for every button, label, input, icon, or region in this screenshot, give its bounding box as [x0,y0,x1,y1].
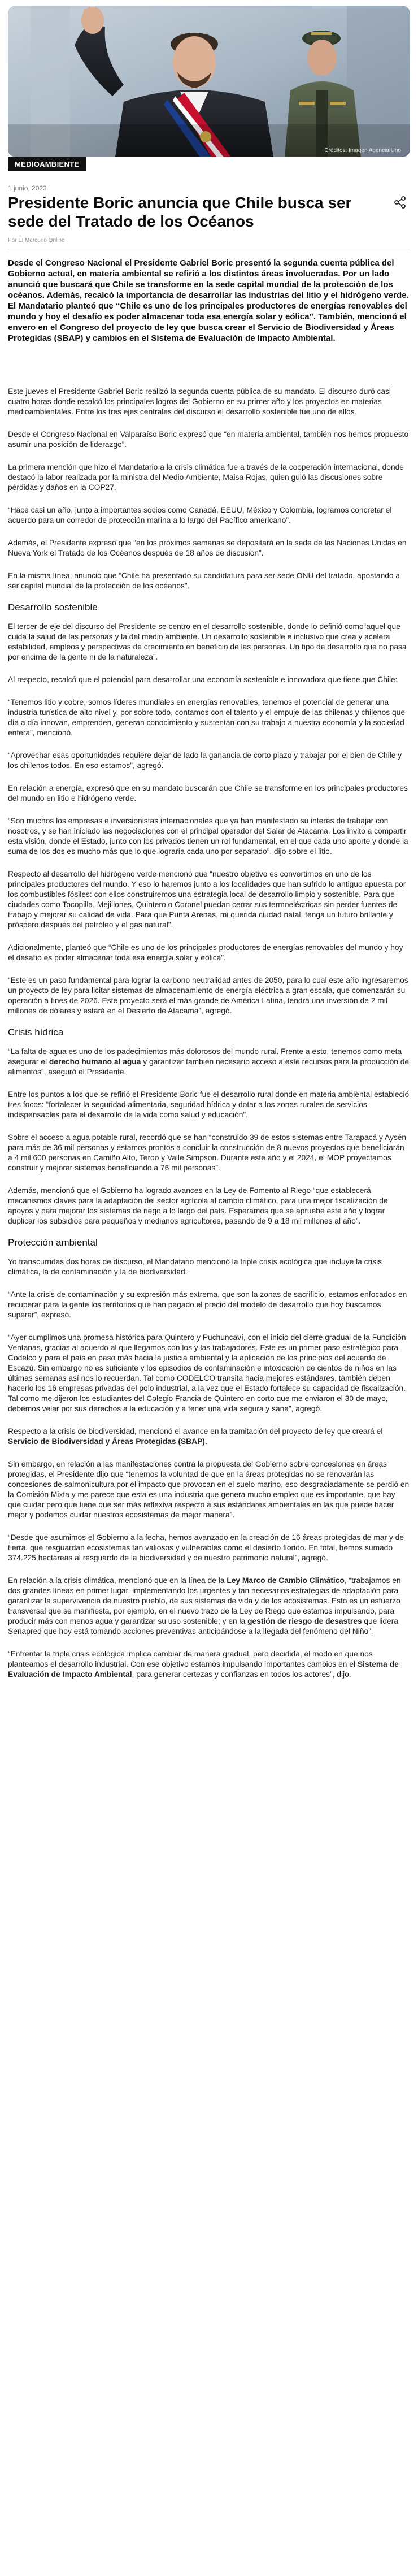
paragraph: “Hace casi un año, junto a importantes socios como Canadá, EEUU, México y Colombia, logramos concretar el acuerdo para un corredor de protección marina a lo largo del Pacífico americano”. [8,506,392,524]
paragraph: “Este es un paso fundamental para lograr la carbono neutralidad antes de 2050, para lo cual este año ingresaremos un proyecto de ley para licitar sistemas de almacenamiento de energía eléctrica a gran escala, que comenzarán su operación a fines de 2026. Este proyecto será el más grande de América Latina, tendrá una inversión de 2 mil millones de dólares y estará en el Desierto de Atacama”, agregó. [8,976,408,1015]
bold-phrase: Ley Marco de Cambio Climático [227,1576,345,1585]
article-lead: Desde el Congreso Nacional el Presidente Gabriel Boric presentó la segunda cuenta pública del Gobierno actual, en materia ambiental se refirió a los distintos áreas involucradas. Por un lado anunció que buscará que Chile se transforme en la sede capital mundial de la protección de los océanos. Además, recalcó la importancia de desarrollar las industrias del litio y el hidrógeno verde. El Mandatario planteó que “Chile es uno de los principales productores de energías renovables del mundo y hoy el desafío es poder almacenar toda esa energía solar y eólica”. También, mencionó el envero en el Congreso del proyecto de ley que busca crear el Servicio de Biodiversidad y Áreas Protegidas (SBAP) y cambios en el Sistema de Evaluación de Impacto Ambiental. [8,258,409,343]
paragraph: “Desde que asumimos el Gobierno a la fecha, hemos avanzado en la creación de 16 áreas protegidas de mar y de tierra, que resguardan ecosistemas tan valiosos y vulnerables como el desierto florido. En total, hemos sumado 374.225 hectáreas al resguardo de la biodiversidad y de nuestro patrimonio natural”, agregó. [8,1533,404,1562]
paragraph: Además, el Presidente expresó que “en los próximos semanas se depositará en la sede de las Naciones Unidas en Nueva York el Tratado de los Océanos después de 18 años de discusión”. [8,539,407,557]
hero-photo-illustration [8,6,410,157]
bold-phrase: Servicio de Biodiversidad y Áreas Protegidas (SBAP). [8,1437,207,1446]
paragraph: Entre los puntos a los que se refirió el Presidente Boric fue el desarrollo rural donde en materia ambiental estableció tres focos: “fortalecer la seguridad alimentaria, seguridad hídrica y dotar a los zonas rurales de servicios indispensables para el desarrollo de la vida como salud y educación”. [8,1090,410,1119]
publish-date: 1 junio, 2023 [8,184,47,192]
section-heading-proteccion: Protección ambiental [8,1237,98,1248]
paragraph: “Enfrentar la triple crisis ecológica implica cambiar de manera gradual, pero decidida, el modo en que nos planteamos el desarrollo industrial. Con ese objetivo estamos impulsando importantes cambios en el Sistema de Evaluación de Impacto Ambiental, para generar certezas y confianzas en todos los actores”, dijo. [8,1650,399,1679]
paragraph: En relación a la crisis climática, mencionó que en la línea de la Ley Marco de Cambio Climático, “trabajamos en dos grandes líneas en primer lugar, implementando los urgentes y tan necesarios estrategias de adaptación para garantizar la supervivencia de nuestro pueblo, de sus sistemas de vida y de los ecosistemas. Esto es un esfuerzo transversal que se manifiesta, por ejemplo, en el nuevo trazo de la Ley de Riego que estamos impulsando, para producir más con menos agua y garantizar su uso sostenible; y en la gestión de riesgo de desastres que lidera Senapred que hoy está tomando acciones preventivas anticipándose a la llegada del fenómeno del Niño”. [8,1576,401,1636]
paragraph: “Aprovechar esas oportunidades requiere dejar de lado la ganancia de corto plazo y trabajar por el bien de Chile y los chilenos todos. En eso estamos”, agregó. [8,751,402,770]
paragraph: Sin embargo, en relación a las manifestaciones contra la propuesta del Gobierno sobre concesiones en áreas protegidas, el Presidente dijo que “tenemos la voluntad de que en la áreas protegidas no se renovarán las concesiones de salmonicultura por el impacto que provocan en el suelo marino, eso desgraciadamente se perdió en la Comisión Mixta y me parece que esta es una industria que genera mucho empleo que es importante, que hay que cuidar pero que tiene que ser más reflexiva respecto a sus estándares ambientales en las que puede hacer mejor y podemos cuidar nuestros ecosistemas de mejor manera”. [8,1460,410,1519]
section-heading-crisis-hidrica: Crisis hídrica [8,1027,64,1038]
paragraph: Además, mencionó que el Gobierno ha logrado avances en la Ley de Fomento al Riego “que establecerá mecanismos claves para la adaptación del sector agrícola al cambio climático, para una mejor fiscalización de apoyos y para mejorar los sistemas de riego a lo largo del país. Esperamos que se apruebe este año y lograr duplicar los subsidios para pequeños y medianos agricultores, pasando de 9 a 18 mil millones al año”. [8,1186,388,1225]
paragraph: Yo transcurridas dos horas de discurso, el Mandatario mencionó la triple crisis ecológica que incluye la crisis climática, la de contaminación y la de biodiversidad. [8,1257,382,1276]
paragraph: “Ante la crisis de contaminación y su expresión más extrema, que son la zonas de sacrificio, estamos enfocados en recuperar para la gente los territorios que han pagado el precio del modelo de desarrollo que hoy buscamos superar”, expresó. [8,1290,407,1319]
share-icon [393,196,407,209]
paragraph: “Ayer cumplimos una promesa histórica para Quintero y Puchuncaví, con el inicio del cierre gradual de la Fundición Ventanas, gracias al acuerdo al que llegamos con los y las trabajadores. Este es un primer paso estratégico para Codelco y para el país en paso más hacia la justicia ambiental y la aplicación de los principios del acuerdo de Escazú. Sin embargo no es suficiente y los episodios de contaminación e intoxicación de cientos de niños en las últimas semanas así nos lo recuerdan. Tal como CODELCO transita hacia mejores estándares, también deben hacerlo los 16 empresas privadas del polo industrial, a la vez que el Estado fortalece su capacidad de fiscalización. Tal como me dijeron los estudiantes del Colegio Francia de Quintero en corto que me enviaron el 30 de mayo, debemos velar por sus derechos a la educación y a tener una vida segura y sana”, agregó. [8,1333,406,1413]
byline: Por El Mercurio Online [8,237,65,244]
paragraph: El tercer de eje del discurso del Presidente se centro en el desarrollo sostenible, donde lo definió como“aquel que cuida la salud de las personas y la del medio ambiente. Un desarrollo sostenible e inclusivo que crea y acelera estabilidad, empleos y perspectivas de crecimiento en beneficio de las personas. Un tipo de desarrollo que no pasa por encima de la gente ni de la naturaleza”. [8,622,407,661]
paragraph: “Son muchos los empresas e inversionistas internacionales que ya han manifestado su interés de trabajar con nosotros, y se han iniciado las negociaciones con el principal operador del Salar de Atacama. Los invito a compartir esta visión, donde el Estado, junto con los privados tienen un rol fundamental, en el que cada uno aporte y donde la suma de los dos es mucho más que lo que lograría cada uno por separado”, dijo sobre el litio. [8,817,408,856]
paragraph: “La falta de agua es uno de los padecimientos más dolorosos del mundo rural. Frente a esto, tenemos como meta asegurar el derecho humano al agua y garantizar también necesario acceso a este recursos para la producción de alimentos”, aseguró el Presidente. [8,1047,410,1076]
paragraph: En relación a energía, expresó que en su mandato buscarán que Chile se transforme en los principales productores del mundo en litio e hidrógeno verde. [8,784,408,803]
bold-phrase: gestión de riesgo de desastres [247,1617,362,1625]
paragraph: La primera mención que hizo el Mandatario a la crisis climática fue a través de la cooperación internacional, donde destacó la labor realizada por la ministra del Medio Ambiente, Maisa Rojas, quien guió las discusiones sobre pérdidas y daños en la COP27. [8,463,404,492]
bold-phrase: Sistema de Evaluación de Impacto Ambiental [8,1660,399,1679]
paragraph: Este jueves el Presidente Gabriel Boric realizó la segunda cuenta pública de su mandato. El discurso duró casi cuatro horas donde recalcó los principales logros del Gobierno en su primer año y los proyectos en materias medioambientales. Entre los tres ejes centrales del discurso el desarrollo sostenible fue uno de ellos. [8,387,391,416]
section-heading-desarrollo: Desarrollo sostenible [8,602,98,613]
paragraph: Desde el Congreso Nacional en Valparaíso Boric expresó que “en materia ambiental, también nos hemos propuesto asumir una posición de liderazgo”. [8,430,409,449]
paragraph: Respecto al desarrollo del hidrógeno verde mencionó que “nuestro objetivo es convertirnos en uno de los principales productores del mundo. Y eso lo haremos junto a los localidades que han sufrido lo antiguo apuesta por los combustibles fósiles: con ellos construiremos una estrategia local de desarrollo limpio y sostenible. Para que ciudades como Tocopilla, Mejillones, Quintero o Coronel puedan cerrar sus termoeléctricas sin perder fuentes de trabajo y mejorar su calidad de vida. Para que Punta Arenas, mi querida ciudad natal, tenga un futuro brillante y próspero después del petróleo y el gas natural”. [8,870,406,929]
headline: Presidente Boric anuncia que Chile busca ser sede del Tratado de los Océanos [8,194,352,230]
paragraph: Sobre el acceso a agua potable rural, recordó que se han “construido 39 de estos sistemas entre Tarapacá y Aysén para más de 36 mil personas y estamos prontos a concluir la construcción de 8 nuevos proyectos que beneficiarán a 4 mil 600 personas en Camiño Alto, Teroo y Valle Simpson. Durante este año y el 2024, el MOP proyectamos construir y mejorar sistemas beneficiando a 76 mil personas”. [8,1133,407,1172]
paragraph: Al respecto, recalcó que el potencial para desarrollar una economía sostenible e innovadora que tiene que Chile: [8,675,398,684]
photo-credit: Créditos: Imagen Agencia Uno [324,148,401,154]
paragraph: En la misma línea, anunció que “Chile ha presentado su candidatura para ser sede ONU del tratado, apostando a ser capital mundial de la protección de los océanos”. [8,571,400,590]
bold-phrase: derecho humano al agua [49,1057,141,1066]
hero-image [8,6,410,157]
paragraph: Adicionalmente, planteó que “Chile es uno de los principales productores de energías renovables del mundo y hoy el desafío es poder almacenar toda esa energía solar y eólica”. [8,943,403,962]
paragraph: Respecto a la crisis de biodiversidad, mencionó el avance en la tramitación del proyecto de ley que creará el Servicio de Biodiversidad y Áreas Protegidas (SBAP). [8,1427,383,1446]
article-body [8,258,410,1680]
paragraph: “Tenemos litio y cobre, somos líderes mundiales en energías renovables, tenemos el potencial de generar una industria turística de alto nivel y, por sobre todo, contamos con el talento y el empuje de las chilenas y chilenos que día a día innovan, emprenden, generan conocimiento y sustentan con su trabajo a nuestra economía y la sociedad entera”, mencionó. [8,698,406,737]
section-tag[interactable]: MEDIOAMBIENTE [8,157,86,171]
share-button[interactable] [392,194,408,210]
